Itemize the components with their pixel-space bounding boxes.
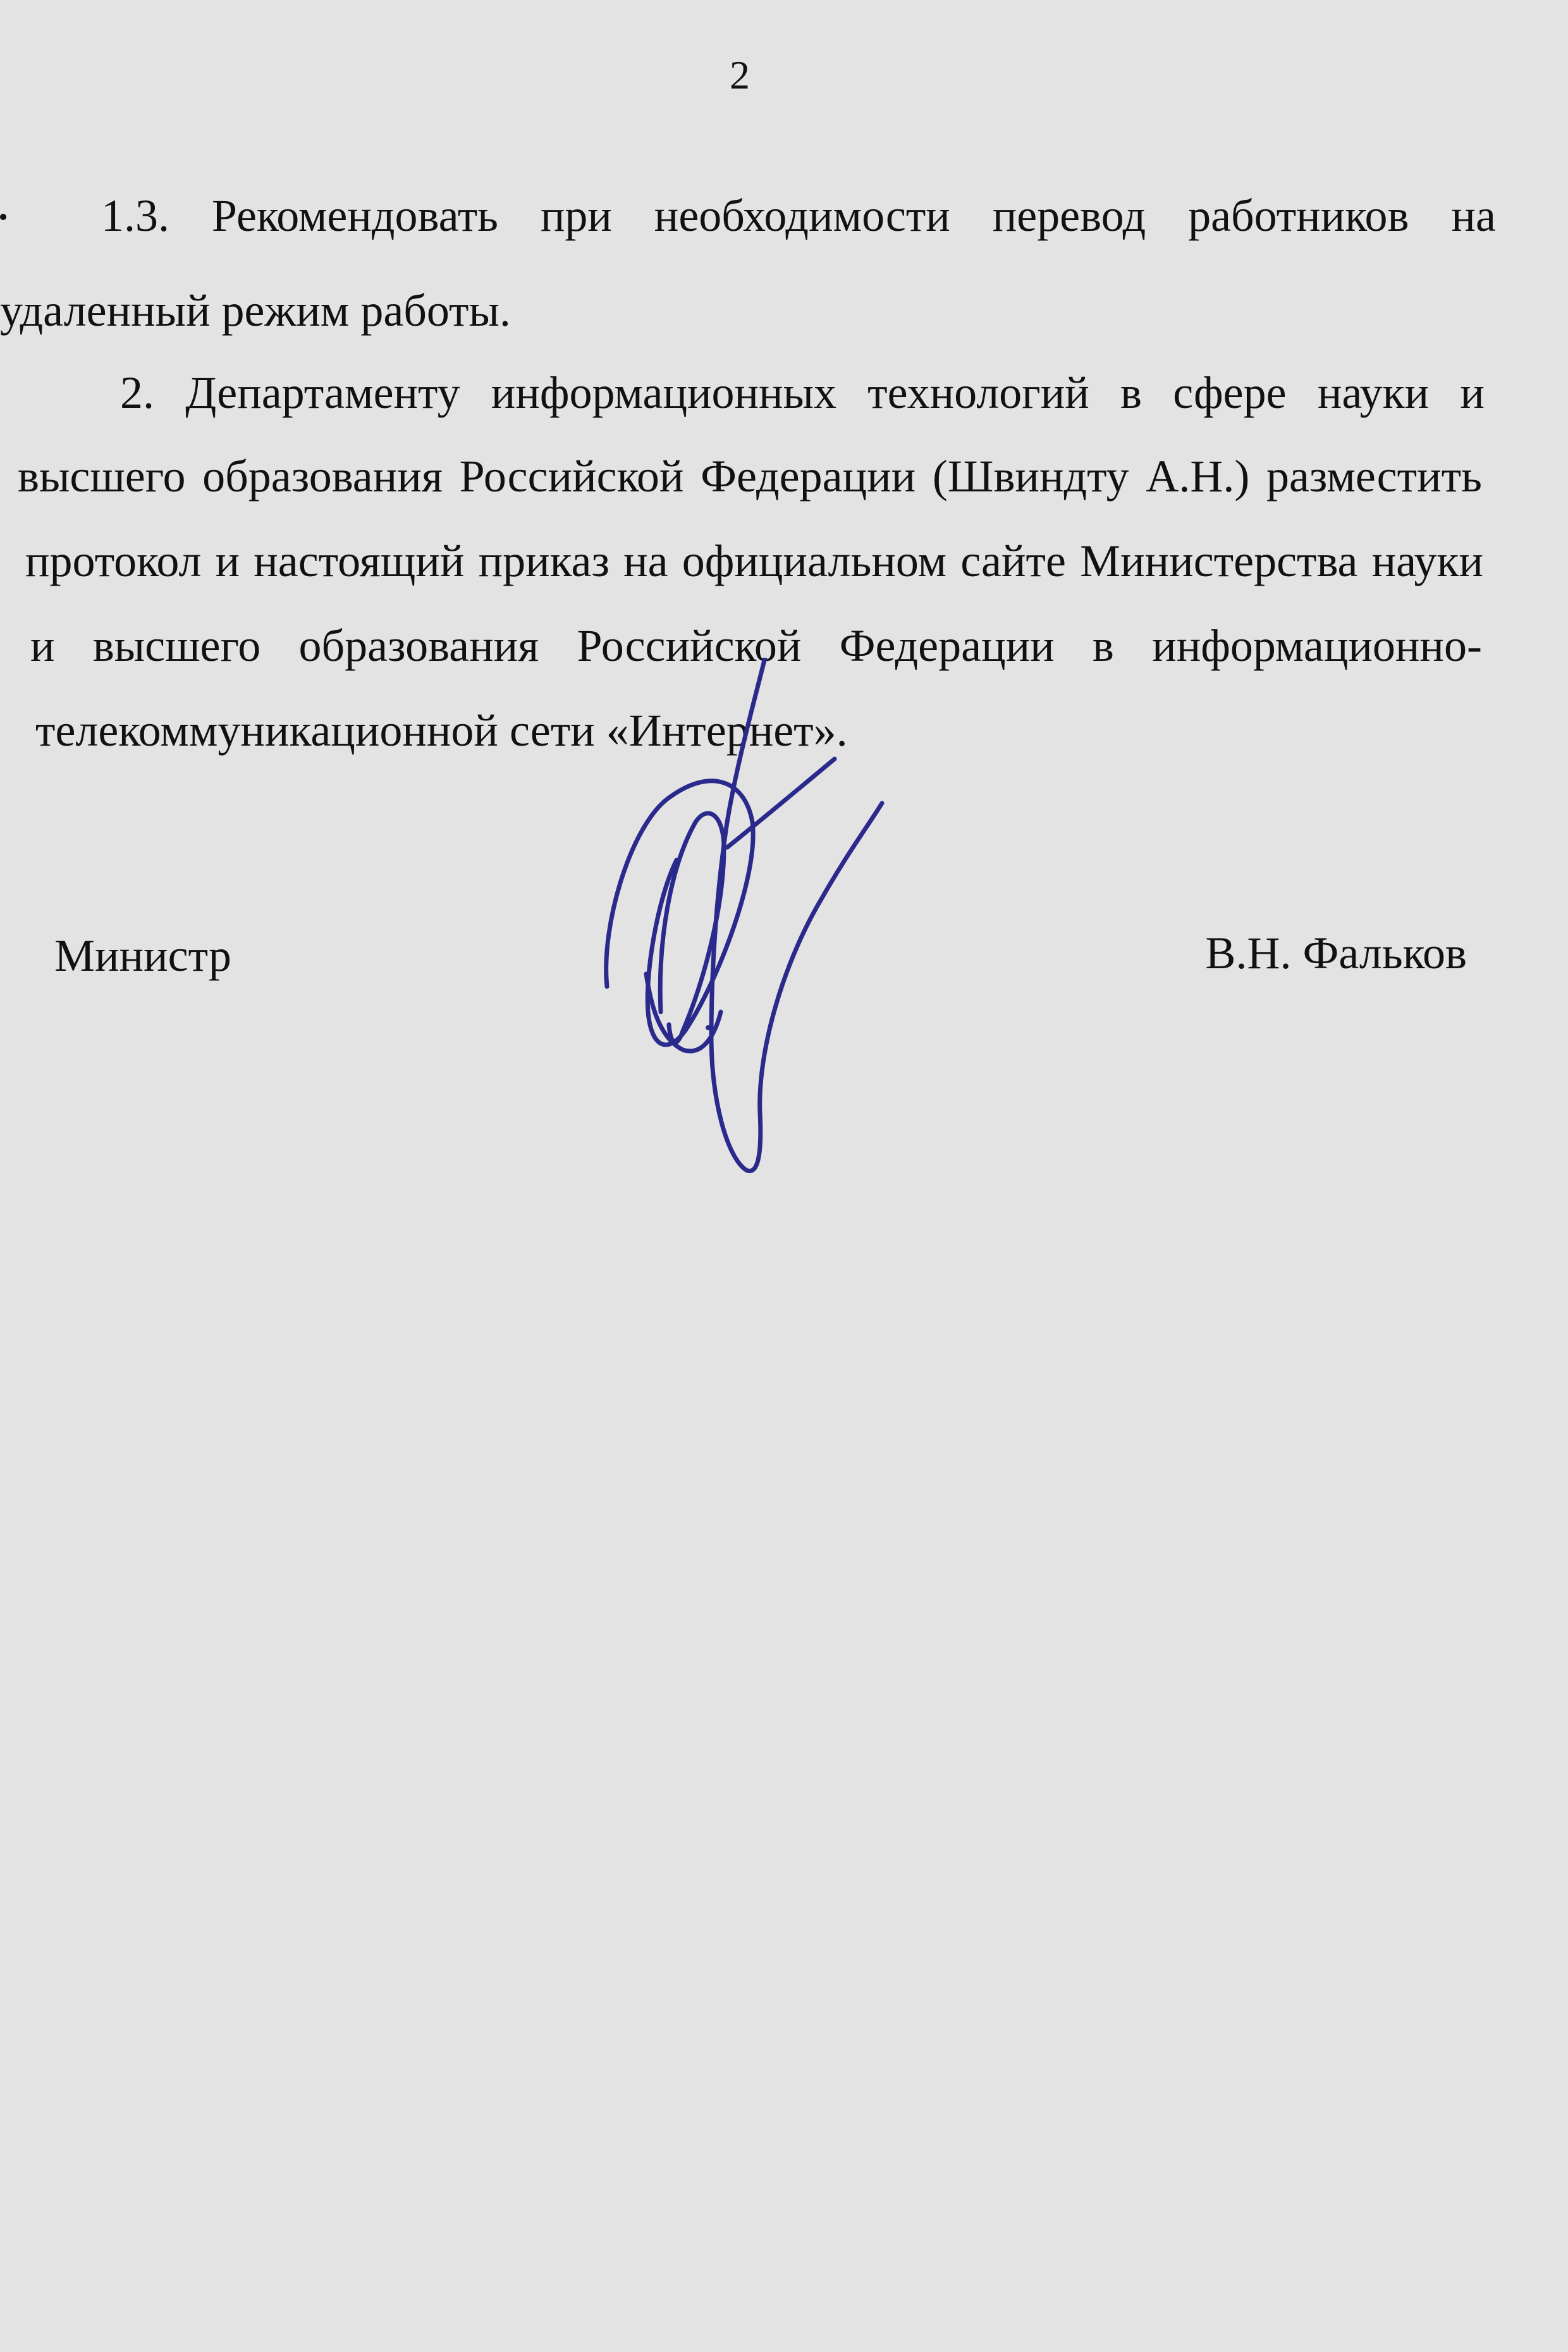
word: образования — [298, 620, 539, 671]
word: в — [1120, 367, 1142, 418]
word: Российской — [459, 451, 684, 502]
word: и — [1460, 367, 1485, 418]
word: на — [623, 536, 668, 586]
word: Министерства — [1080, 536, 1358, 586]
scan-artifact-dot — [0, 214, 6, 220]
word: работников — [1188, 190, 1409, 241]
word: сфере — [1173, 367, 1287, 418]
page-number: 2 — [730, 52, 750, 97]
word: официальном — [682, 536, 947, 586]
word: А.Н.) — [1146, 451, 1250, 502]
signer-title: Министр — [54, 930, 231, 981]
word: необходимости — [654, 190, 950, 241]
word: в — [1092, 620, 1114, 671]
word: технологий — [867, 367, 1089, 418]
word: сайте — [960, 536, 1066, 586]
word: информационных — [491, 367, 836, 418]
word: Российской — [577, 620, 802, 671]
word: высшего — [18, 451, 186, 502]
paragraph-1-3-line-1 — [101, 190, 1496, 242]
word: 2. — [120, 367, 154, 418]
paragraph-2-line-3 — [25, 535, 1483, 588]
paragraph-2-line-1 — [120, 367, 1485, 419]
word: разместить — [1266, 451, 1482, 502]
paragraph-2-line-5: телекоммуникационной сети «Интернет». — [35, 705, 848, 756]
word: образования — [202, 451, 443, 502]
word: Федерации — [839, 620, 1055, 671]
word: настоящий — [254, 536, 465, 586]
word: 1.3. — [101, 190, 169, 241]
word: и — [30, 620, 55, 671]
word: Федерации — [701, 451, 916, 502]
word: науки — [1317, 367, 1430, 418]
paragraph-1-3-line-2: удаленный режим работы. — [0, 285, 511, 336]
word: науки — [1371, 536, 1483, 586]
word: и — [215, 536, 240, 586]
signer-name: В.Н. Фальков — [1205, 928, 1467, 978]
word: приказ — [478, 536, 609, 586]
word: Департаменту — [185, 367, 460, 418]
word: протокол — [25, 536, 202, 586]
word: (Швиндту — [932, 451, 1129, 502]
word: информационно- — [1152, 620, 1482, 671]
word: на — [1451, 190, 1496, 241]
word: при — [540, 190, 612, 241]
paragraph-2-line-4 — [30, 620, 1482, 672]
word: Рекомендовать — [211, 190, 498, 241]
paragraph-2-line-2 — [18, 450, 1482, 503]
word: перевод — [992, 190, 1146, 241]
word: высшего — [92, 620, 261, 671]
